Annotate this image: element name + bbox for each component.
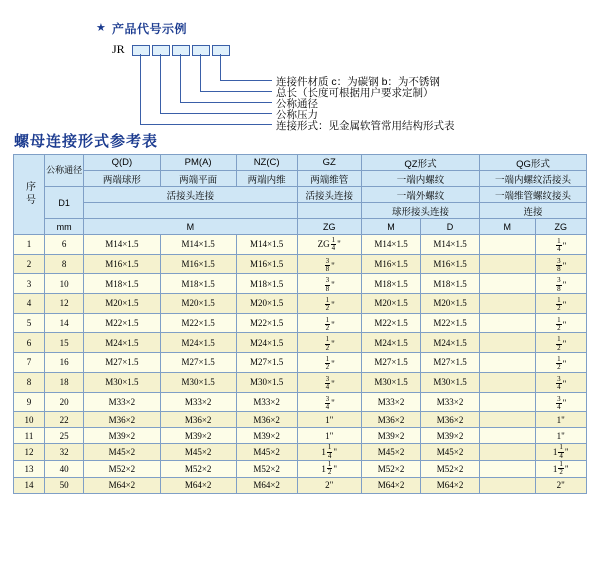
header-seq (14, 155, 45, 235)
callout-material: 连接件材质 c：为碳钢 b：为不锈钢 (276, 76, 440, 88)
table-body (14, 235, 587, 494)
cell-qd: M33×2 (84, 392, 160, 412)
header-blank-1 (84, 203, 297, 219)
cell-gz: $\frac{3}{4}$ " (297, 392, 362, 412)
header-row-codes (14, 155, 587, 171)
cell-seq: 13 (14, 460, 45, 477)
cell-dn: 32 (45, 444, 84, 461)
cell-pm: M20×1.5 (160, 294, 236, 314)
cell-pm: M30×1.5 (160, 372, 236, 392)
cell-nz: M45×2 (236, 444, 297, 461)
header-group-nz: NZ(C) (236, 155, 297, 171)
header-qg-ends: 一端内螺纹活接头 (480, 171, 587, 187)
cell-qz-m: M24×1.5 (362, 333, 421, 353)
cell-qd: M45×2 (84, 444, 160, 461)
cell-pm: M39×2 (160, 428, 236, 444)
code-box-2 (152, 45, 170, 56)
cell-gz: 1 $\frac{1}{4}$ " (297, 444, 362, 461)
cell-pm: M52×2 (160, 460, 236, 477)
cell-qz-d: M22×1.5 (421, 313, 480, 333)
cell-dn: 6 (45, 235, 84, 255)
cell-qd: M30×1.5 (84, 372, 160, 392)
cell-nz: M33×2 (236, 392, 297, 412)
cell-pm: M14×1.5 (160, 235, 236, 255)
cell-qz-d: M14×1.5 (421, 235, 480, 255)
cell-dn: 14 (45, 313, 84, 333)
leader-line-4-h (160, 113, 272, 114)
leader-line-3-h (180, 102, 272, 103)
cell-qz-d: M64×2 (421, 477, 480, 493)
table-row (14, 235, 587, 255)
cell-qz-m: M27×1.5 (362, 353, 421, 373)
cell-nz: M22×1.5 (236, 313, 297, 333)
leader-line-1-h (220, 80, 272, 81)
header-row-ends (14, 171, 587, 187)
header-seq-char1: 序号 (23, 180, 35, 207)
cell-qg-zg: 2 " (535, 477, 587, 493)
table-row (14, 333, 587, 353)
leader-line-5-v (140, 54, 141, 124)
cell-qd: M39×2 (84, 428, 160, 444)
table-row (14, 412, 587, 428)
cell-qg-m (480, 294, 535, 314)
cell-nz: M18×1.5 (236, 274, 297, 294)
legend-title: 产品代号示例 (112, 22, 188, 36)
table-row (14, 372, 587, 392)
header-unit-qg-zg: ZG (535, 219, 587, 235)
cell-qg-m (480, 333, 535, 353)
cell-qz-m: M30×1.5 (362, 372, 421, 392)
cell-qz-d: M30×1.5 (421, 372, 480, 392)
header-unit-qz-m: M (362, 219, 421, 235)
cell-seq: 7 (14, 353, 45, 373)
cell-qg-m (480, 254, 535, 274)
cell-qg-m (480, 353, 535, 373)
cell-qz-m: M20×1.5 (362, 294, 421, 314)
cell-qg-zg: 1 " (535, 412, 587, 428)
cell-dn: 40 (45, 460, 84, 477)
cell-seq: 4 (14, 294, 45, 314)
cell-qz-m: M45×2 (362, 444, 421, 461)
cell-qg-zg: $\frac{1}{4}$ " (535, 235, 587, 255)
cell-qg-m (480, 460, 535, 477)
cell-qg-zg: $\frac{1}{2}$ " (535, 313, 587, 333)
cell-nz: M24×1.5 (236, 333, 297, 353)
cell-qg-m (480, 274, 535, 294)
cell-qd: M24×1.5 (84, 333, 160, 353)
cell-qd: M64×2 (84, 477, 160, 493)
table-row (14, 353, 587, 373)
cell-qd: M18×1.5 (84, 274, 160, 294)
cell-seq: 11 (14, 428, 45, 444)
cell-qz-d: M36×2 (421, 412, 480, 428)
cell-qz-d: M20×1.5 (421, 294, 480, 314)
cell-dn: 8 (45, 254, 84, 274)
leader-line-2-h (200, 91, 272, 92)
cell-seq: 9 (14, 392, 45, 412)
cell-qg-zg: $\frac{1}{2}$ " (535, 353, 587, 373)
cell-seq: 2 (14, 254, 45, 274)
cell-dn: 12 (45, 294, 84, 314)
cell-pm: M33×2 (160, 392, 236, 412)
table-row (14, 477, 587, 493)
product-code-legend (0, 0, 600, 132)
cell-nz: M16×1.5 (236, 254, 297, 274)
cell-qg-zg: $\frac{1}{2}$ " (535, 294, 587, 314)
leader-line-4-v (160, 54, 161, 113)
header-group-gz: GZ (297, 155, 362, 171)
cell-gz: 1 " (297, 428, 362, 444)
cell-gz: ZG $\frac{1}{4}$ " (297, 235, 362, 255)
callout-connection: 连接形式：见金属软管常用结构形式表 (276, 120, 455, 132)
cell-nz: M39×2 (236, 428, 297, 444)
header-union-connection: 活接头连接 (84, 187, 297, 203)
header-nz-ends: 两端内维 (236, 171, 297, 187)
cell-qg-m (480, 313, 535, 333)
cell-qz-m: M16×1.5 (362, 254, 421, 274)
cell-dn: 16 (45, 353, 84, 373)
star-icon: ★ (96, 22, 106, 34)
cell-qd: M36×2 (84, 412, 160, 428)
header-gz-ends: 两端维管 (297, 171, 362, 187)
cell-qg-zg: $\frac{3}{4}$ " (535, 372, 587, 392)
cell-qz-d: M33×2 (421, 392, 480, 412)
cell-qd: M52×2 (84, 460, 160, 477)
cell-seq: 14 (14, 477, 45, 493)
cell-qz-m: M52×2 (362, 460, 421, 477)
table-row (14, 274, 587, 294)
cell-pm: M27×1.5 (160, 353, 236, 373)
cell-seq: 6 (14, 333, 45, 353)
cell-seq: 12 (14, 444, 45, 461)
cell-dn: 25 (45, 428, 84, 444)
cell-nz: M27×1.5 (236, 353, 297, 373)
header-group-qd: Q(D) (84, 155, 160, 171)
cell-qg-zg: $\frac{1}{2}$ " (535, 333, 587, 353)
table-row (14, 428, 587, 444)
header-unit-qg-m: M (480, 219, 535, 235)
header-unit-mm: mm (45, 219, 84, 235)
cell-pm: M16×1.5 (160, 254, 236, 274)
cell-nz: M30×1.5 (236, 372, 297, 392)
header-blank-2 (297, 203, 362, 219)
header-nominal-dn: 公称通径 (45, 155, 84, 187)
cell-qd: M20×1.5 (84, 294, 160, 314)
callout-length: 总长（长度可根据用户要求定制） (276, 87, 434, 99)
header-qz-ends: 一端内螺纹 (362, 171, 480, 187)
cell-gz: 1 " (297, 412, 362, 428)
callout-nominal-dn: 公称通径 (276, 98, 318, 110)
cell-dn: 20 (45, 392, 84, 412)
cell-qg-zg: $\frac{3}{8}$ " (535, 254, 587, 274)
cell-dn: 18 (45, 372, 84, 392)
cell-gz: $\frac{1}{2}$ " (297, 353, 362, 373)
cell-seq: 5 (14, 313, 45, 333)
cell-pm: M22×1.5 (160, 313, 236, 333)
table-row (14, 254, 587, 274)
cell-qg-m (480, 428, 535, 444)
cell-qz-d: M27×1.5 (421, 353, 480, 373)
nut-connection-spec-table (13, 154, 587, 494)
header-unit-zg: ZG (297, 219, 362, 235)
cell-dn: 50 (45, 477, 84, 493)
page-title: 螺母连接形式参考表 (14, 133, 159, 150)
cell-qg-m (480, 477, 535, 493)
cell-seq: 3 (14, 274, 45, 294)
cell-pm: M36×2 (160, 412, 236, 428)
cell-qg-zg: $\frac{3}{4}$ " (535, 392, 587, 412)
code-box-5 (212, 45, 230, 56)
cell-pm: M45×2 (160, 444, 236, 461)
cell-gz: $\frac{1}{2}$ " (297, 294, 362, 314)
cell-pm: M24×1.5 (160, 333, 236, 353)
header-group-pm: PM(A) (160, 155, 236, 171)
cell-qd: M16×1.5 (84, 254, 160, 274)
cell-qz-m: M36×2 (362, 412, 421, 428)
cell-qz-m: M64×2 (362, 477, 421, 493)
cell-qz-d: M52×2 (421, 460, 480, 477)
cell-qz-d: M18×1.5 (421, 274, 480, 294)
cell-qg-m (480, 412, 535, 428)
leader-line-5-h (140, 124, 272, 125)
cell-qg-zg: 1 $\frac{1}{2}$ " (535, 460, 587, 477)
product-code-prefix: JR (112, 42, 125, 56)
header-qg-taper-thread: 一端维管螺纹接头 (480, 187, 587, 203)
cell-qz-d: M16×1.5 (421, 254, 480, 274)
cell-gz: 2 " (297, 477, 362, 493)
cell-nz: M36×2 (236, 412, 297, 428)
cell-qd: M22×1.5 (84, 313, 160, 333)
cell-pm: M18×1.5 (160, 274, 236, 294)
header-unit-qz-d: D (421, 219, 480, 235)
header-unit-m: M (84, 219, 297, 235)
header-group-qg: QG形式 (480, 155, 587, 171)
code-box-3 (172, 45, 190, 56)
header-row-units (14, 219, 587, 235)
cell-seq: 1 (14, 235, 45, 255)
cell-nz: M14×1.5 (236, 235, 297, 255)
cell-dn: 15 (45, 333, 84, 353)
cell-gz: $\frac{3}{4}$ " (297, 372, 362, 392)
table-row (14, 460, 587, 477)
cell-qz-m: M39×2 (362, 428, 421, 444)
cell-qz-m: M14×1.5 (362, 235, 421, 255)
header-gz-union-connection: 活接头连接 (297, 187, 362, 203)
cell-qg-m (480, 392, 535, 412)
cell-pm: M64×2 (160, 477, 236, 493)
cell-qd: M14×1.5 (84, 235, 160, 255)
cell-qg-zg: $\frac{3}{8}$ " (535, 274, 587, 294)
callout-pressure: 公称压力 (276, 109, 318, 121)
cell-dn: 10 (45, 274, 84, 294)
leader-line-2-v (200, 54, 201, 91)
header-d1-label: D1 (45, 187, 84, 219)
cell-qg-m (480, 372, 535, 392)
header-qz-external-thread: 一端外螺纹 (362, 187, 480, 203)
cell-gz: 1 $\frac{1}{2}$ " (297, 460, 362, 477)
cell-seq: 8 (14, 372, 45, 392)
cell-gz: $\frac{1}{2}$ " (297, 313, 362, 333)
header-qg-connection: 连接 (480, 203, 587, 219)
cell-qz-m: M22×1.5 (362, 313, 421, 333)
cell-nz: M20×1.5 (236, 294, 297, 314)
header-group-qz: QZ形式 (362, 155, 480, 171)
leader-line-1-v (220, 54, 221, 80)
cell-qz-d: M39×2 (421, 428, 480, 444)
cell-gz: $\frac{3}{8}$ " (297, 274, 362, 294)
table-row (14, 444, 587, 461)
table-row (14, 392, 587, 412)
header-row-ball-connect (14, 203, 587, 219)
header-pm-ends: 两端平面 (160, 171, 236, 187)
cell-gz: $\frac{3}{8}$ " (297, 254, 362, 274)
cell-seq: 10 (14, 412, 45, 428)
cell-qg-zg: 1 " (535, 428, 587, 444)
header-qd-ends: 两端球形 (84, 171, 160, 187)
code-box-4 (192, 45, 210, 56)
cell-qd: M27×1.5 (84, 353, 160, 373)
cell-qz-d: M45×2 (421, 444, 480, 461)
cell-nz: M64×2 (236, 477, 297, 493)
cell-qz-m: M33×2 (362, 392, 421, 412)
cell-qz-m: M18×1.5 (362, 274, 421, 294)
cell-nz: M52×2 (236, 460, 297, 477)
table-header (14, 155, 587, 235)
code-box-1 (132, 45, 150, 56)
table-row (14, 313, 587, 333)
cell-qg-m (480, 444, 535, 461)
header-qz-ball-connection: 球形接头连接 (362, 203, 480, 219)
table-row (14, 294, 587, 314)
cell-gz: $\frac{1}{2}$ " (297, 333, 362, 353)
cell-dn: 22 (45, 412, 84, 428)
header-row-connect (14, 187, 587, 203)
cell-qz-d: M24×1.5 (421, 333, 480, 353)
leader-line-3-v (180, 54, 181, 102)
cell-qg-m (480, 235, 535, 255)
cell-qg-zg: 1 $\frac{1}{4}$ " (535, 444, 587, 461)
